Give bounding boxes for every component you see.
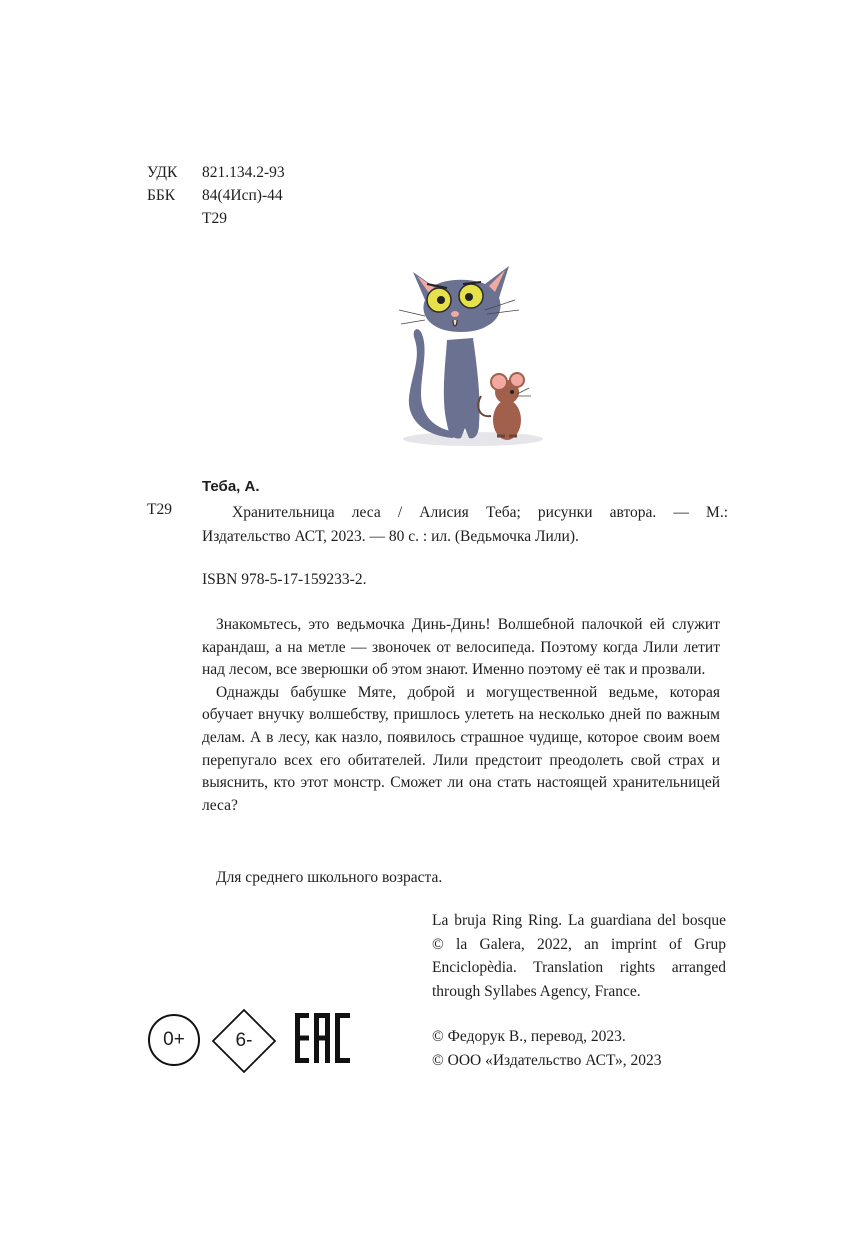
author-mark: Т29 (202, 210, 227, 227)
isbn: ISBN 978-5-17-159233-2. (202, 571, 367, 588)
copyright-translation: © Федорук В., перевод, 2023. (432, 1028, 626, 1045)
age-rating-badge (148, 1014, 200, 1066)
bbk-label: ББК (147, 187, 176, 204)
age-rating-text: 0+ (163, 1029, 185, 1050)
age-note: Для среднего школьного возраста. (216, 869, 443, 886)
original-edition-info (432, 909, 726, 1003)
catalog-code: Т29 (147, 501, 172, 518)
author-heading: Теба, А. (202, 478, 260, 495)
annotation-paragraph-1: Знакомьтесь, это ведьмочка Динь-Динь! Волшебной палочкой ей служит карандаш, а на метле — звоночек от велосипеда. Поэтому когда Лили летит над лесом, все зверюшки об этом знают. Именно поэтому её так и прозвали. (202, 616, 720, 679)
age-group-text: 6- (235, 1030, 253, 1051)
annotation (202, 614, 720, 817)
udc-label: УДК (147, 164, 178, 181)
eac-certification-icon (295, 1013, 350, 1063)
annotation-paragraph-2: Однажды бабушке Мяте, доброй и могущественной ведьме, которая обучает внучку волшебству, пришлось улететь на несколько дней по важным делам. А в лесу, как назло, появилось страшное чудище, которое своим воем перепугало всех его обитателей. Лили предстоит преодолеть свой страх и выяснить, кто этот монстр. Сможет ли она стать настоящей хранительницей леса? (202, 683, 720, 814)
copyright-publisher: © ООО «Издательство АСТ», 2023 (432, 1051, 662, 1069)
original-edition-text: La bruja Ring Ring. La guardiana del bosque © la Galera, 2022, an imprint of Grup Enciclopèdia. Translation rights arranged through Syllabes Agency, France. (432, 912, 726, 1000)
bibliographic-entry (202, 501, 728, 548)
bbk-value: 84(4Исп)-44 (202, 187, 283, 204)
cat-and-mouse-illustration (395, 248, 555, 453)
udc-value: 821.134.2-93 (202, 164, 285, 181)
entry-line-1: Хранительница леса / Алисия Теба; рисунки автора. — М.: (232, 504, 728, 521)
entry-line-2: Издательство АСТ, 2023. — 80 с. : ил. (Ведьмочка Лили). (202, 527, 579, 545)
copyright-block (432, 1025, 662, 1072)
age-group-badge (211, 1008, 277, 1074)
